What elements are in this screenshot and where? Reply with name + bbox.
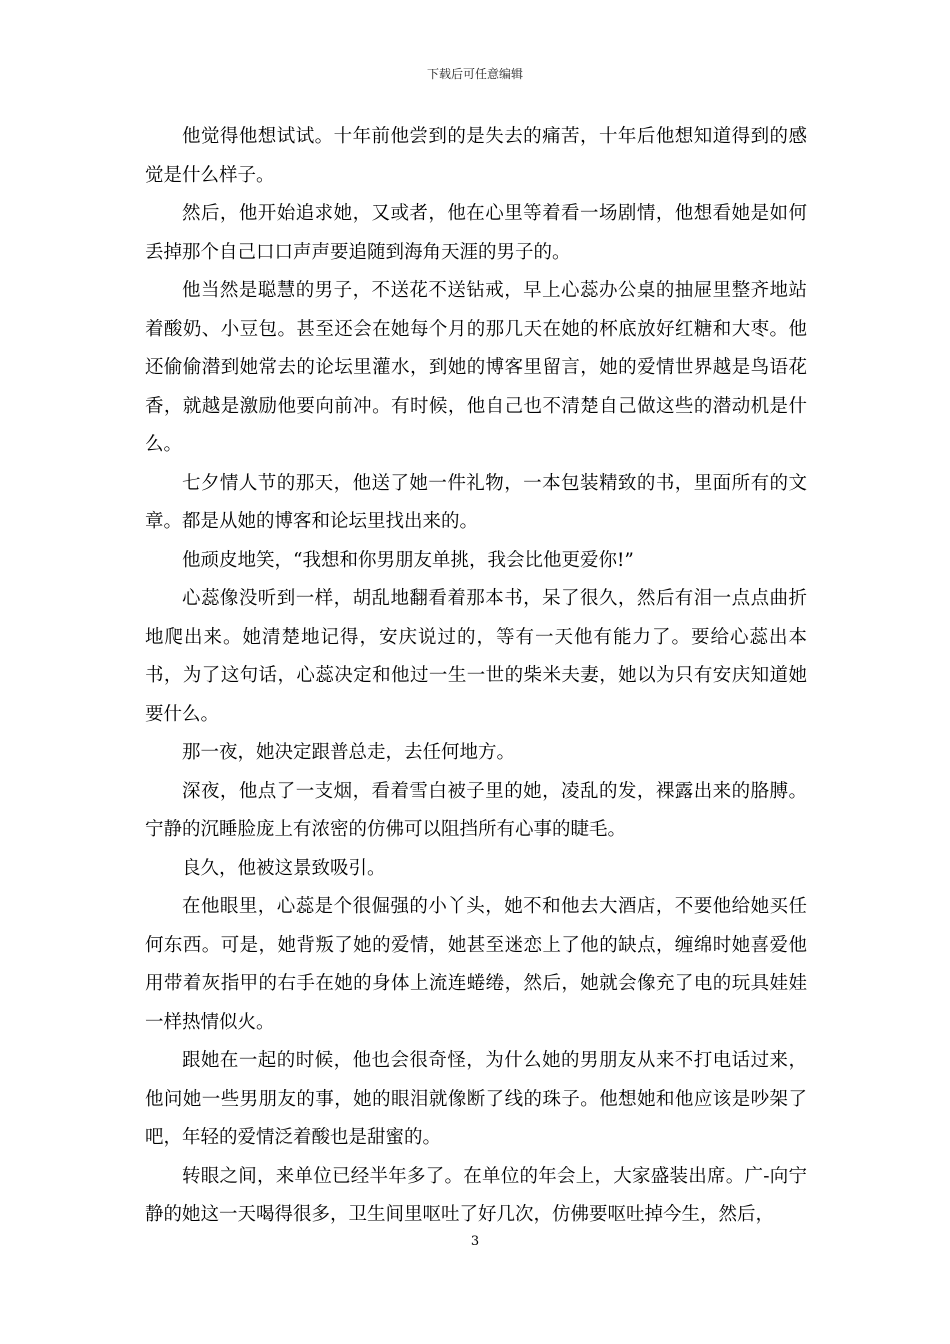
paragraph: 跟她在一起的时候，他也会很奇怪，为什么她的男朋友从来不打电话过来，他问她一些男朋友的事，她的眼泪就像断了线的珠子。他想她和他应该是吵架了吧，年轻的爱情泛着酸也是甜蜜的。	[145, 1050, 807, 1148]
header-note: 下载后可任意编辑	[426, 67, 523, 81]
paragraph: 他觉得他想试试。十年前他尝到的是失去的痛苦，十年后他想知道得到的感觉是什么样子。	[145, 126, 807, 186]
paragraph: 深夜，他点了一支烟，看着雪白被子里的她，凌乱的发，裸露出来的胳膊。宁静的沉睡脸庞上有浓密的仿佛可以阻挡所有心事的睫毛。	[145, 780, 807, 840]
page-number: 3	[470, 1234, 480, 1249]
paragraph: 他顽皮地笑，“我想和你男朋友单挑，我会比他更爱你!”	[182, 549, 634, 571]
document-body	[145, 118, 807, 1235]
paragraph: 七夕情人节的那天，他送了她一件礼物，一本包装精致的书，里面所有的文章。都是从她的博客和论坛里找出来的。	[145, 472, 807, 532]
paragraph: 他当然是聪慧的男子，不送花不送钻戒，早上心蕊办公桌的抽屉里整齐地站着酸奶、小豆包。甚至还会在她每个月的那几天在她的杯底放好红糖和大枣。他还偷偷潜到她常去的论坛里灌水，到她的博客里留言，她的爱情世界越是鸟语花香，就越是激励他要向前冲。有时候，他自己也不清楚自己做这些的潜动机是什么。	[145, 280, 807, 455]
paragraph: 在他眼里，心蕊是个很倔强的小丫头，她不和他去大酒店，不要他给她买任何东西。可是，她背叛了她的爱情，她甚至迷恋上了他的缺点，缠绵时她喜爱他用带着灰指甲的右手在她的身体上流连蜷绻，然后，她就会像充了电的玩具娃娃一样热情似火。	[145, 896, 807, 1033]
paragraph: 那一夜，她决定跟普总走，去任何地方。	[182, 742, 516, 763]
paragraph: 良久，他被这景致吸引。	[182, 857, 386, 879]
paragraph: 然后，他开始追求她，又或者，他在心里等着看一场剧情，他想看她是如何丢掉那个自己口口声声要追随到海角天涯的男子的。	[145, 203, 807, 263]
paragraph: 心蕊像没听到一样，胡乱地翻看着那本书，呆了很久，然后有泪一点点曲折地爬出来。她清楚地记得，安庆说过的，等有一天他有能力了。要给心蕊出本书，为了这句话，心蕊决定和他过一生一世的柴米夫妻，她以为只有安庆知道她要什么。	[145, 588, 807, 725]
paragraph: 转眼之间，来单位已经半年多了。在单位的年会上，大家盛装出席。广-向宁静的她这一天喝得很多，卫生间里呕吐了好几次，仿佛要呕吐掉今生，然后，	[145, 1165, 807, 1225]
